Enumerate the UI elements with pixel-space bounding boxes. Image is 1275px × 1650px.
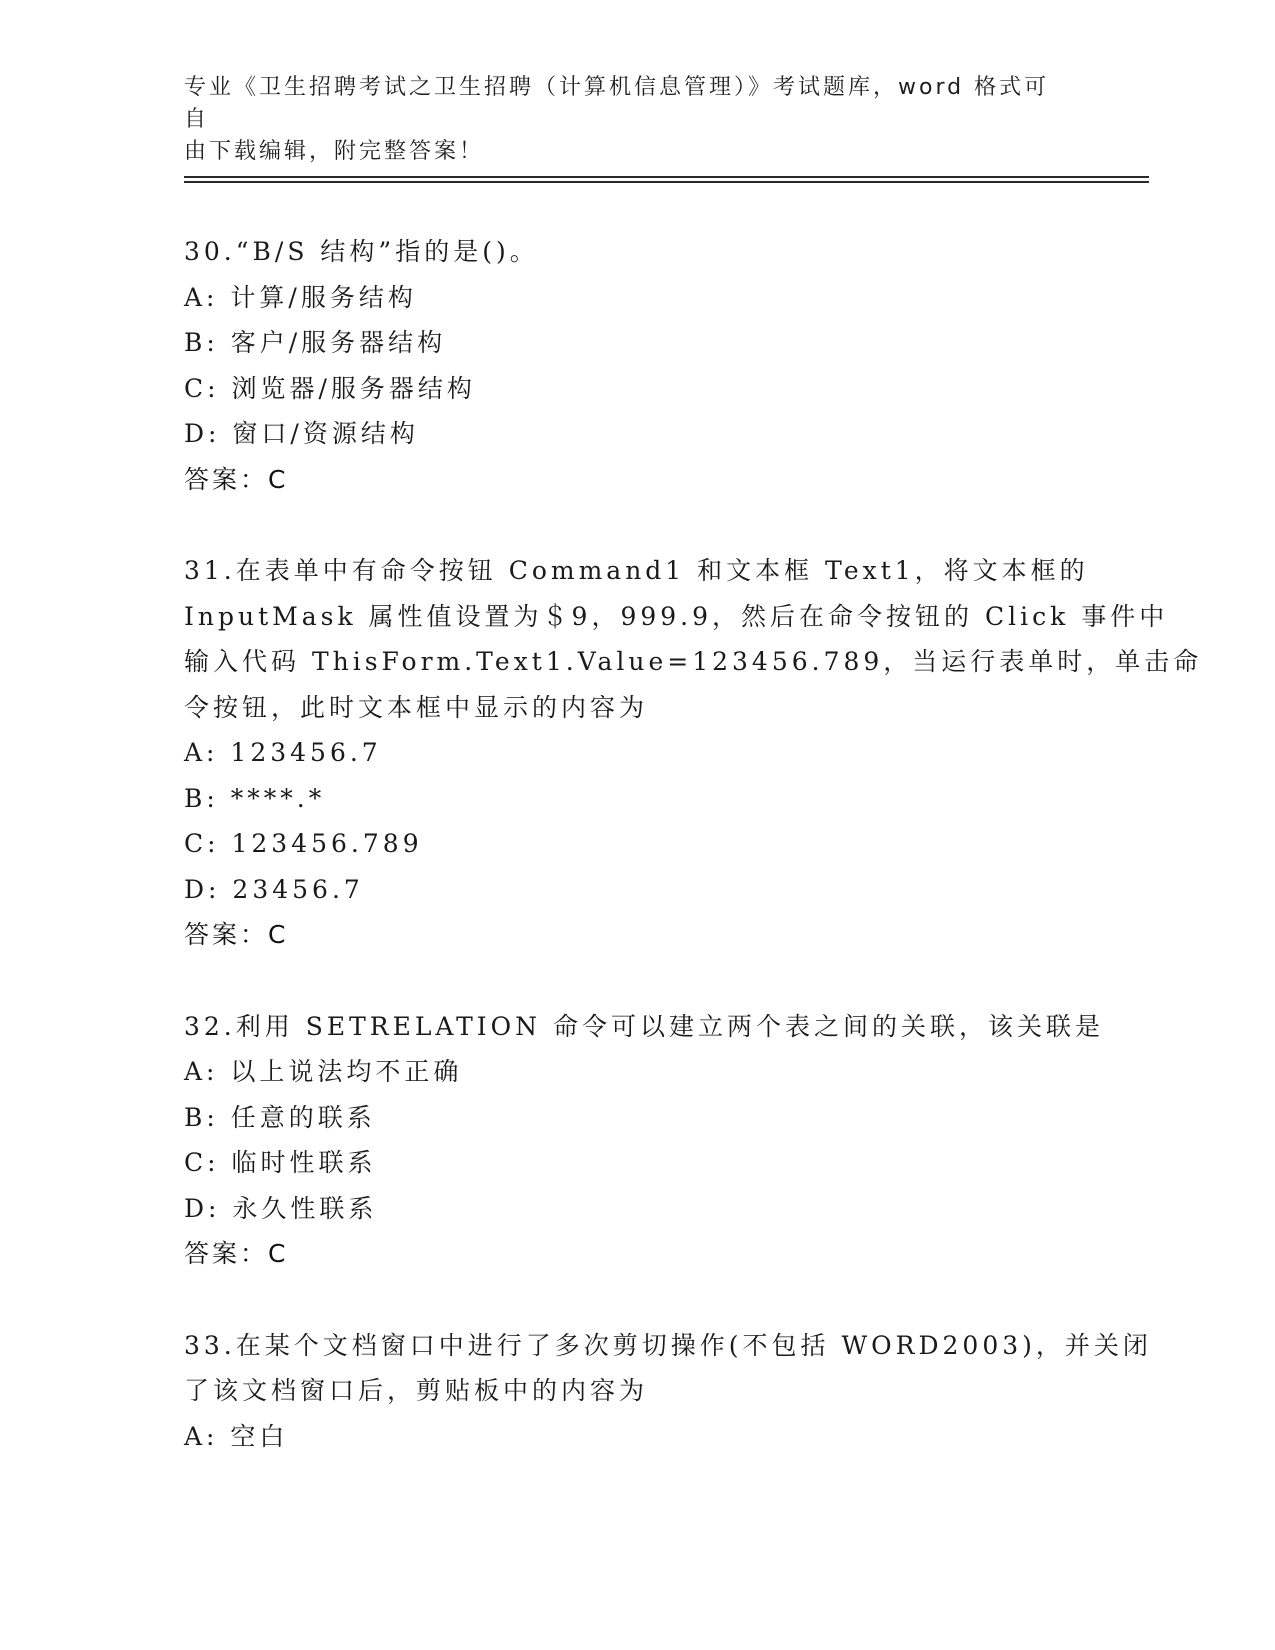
question-32	[184, 1004, 1104, 1277]
answer-label: 答案：C	[184, 920, 289, 949]
option-a: A: 123456.7	[184, 738, 382, 767]
header-line-2: 由下载编辑，附完整答案！	[184, 139, 485, 164]
option-c: C: 临时性联系	[184, 1148, 377, 1177]
header-divider-bottom	[184, 181, 1149, 183]
question-30	[184, 229, 1084, 502]
option-a: A: 空白	[184, 1421, 289, 1451]
option-a: A: 以上说法均不正确	[184, 1057, 463, 1086]
question-stem: 了该文档窗口后，剪贴板中的内容为	[184, 1376, 649, 1405]
question-stem: InputMask 属性值设置为＄9，999.9，然后在命令按钮的 Click 事件中	[184, 601, 1169, 631]
answer-label: 答案：C	[184, 464, 289, 494]
question-stem: 33.在某个文档窗口中进行了多次剪切操作(不包括 WORD2003)，并关闭	[184, 1330, 1152, 1360]
option-d: D: 23456.7	[184, 874, 364, 904]
question-33	[184, 1323, 1152, 1460]
option-b: B: 客户/服务器结构	[184, 328, 447, 357]
question-stem: 32.利用 SETRELATION 命令可以建立两个表之间的关联，该关联是	[184, 1011, 1104, 1041]
document-header	[184, 72, 1064, 168]
question-31	[184, 548, 1203, 958]
option-a: A: 计算/服务结构	[184, 282, 417, 312]
option-c: C: 浏览器/服务器结构	[184, 373, 476, 403]
question-list	[184, 229, 1203, 1505]
option-b: B: ****.*	[184, 783, 326, 813]
question-stem: 令按钮，此时文本框中显示的内容为	[184, 692, 649, 722]
question-stem: 输入代码 ThisForm.Text1.Value=123456.789，当运行表单时，单击命	[184, 647, 1203, 676]
question-stem: 30.“B/S 结构”指的是()。	[184, 237, 539, 266]
header-divider-top	[184, 176, 1149, 178]
option-d: D: 窗口/资源结构	[184, 419, 419, 448]
option-c: C: 123456.789	[184, 829, 423, 858]
question-stem: 31.在表单中有命令按钮 Command1 和文本框 Text1，将文本框的	[184, 556, 1089, 585]
option-d: D: 永久性联系	[184, 1193, 378, 1223]
header-line-1: 专业《卫生招聘考试之卫生招聘（计算机信息管理）》考试题库，word 格式可自	[184, 75, 1050, 132]
option-b: B: 任意的联系	[184, 1102, 376, 1132]
answer-label: 答案：C	[184, 1239, 289, 1268]
